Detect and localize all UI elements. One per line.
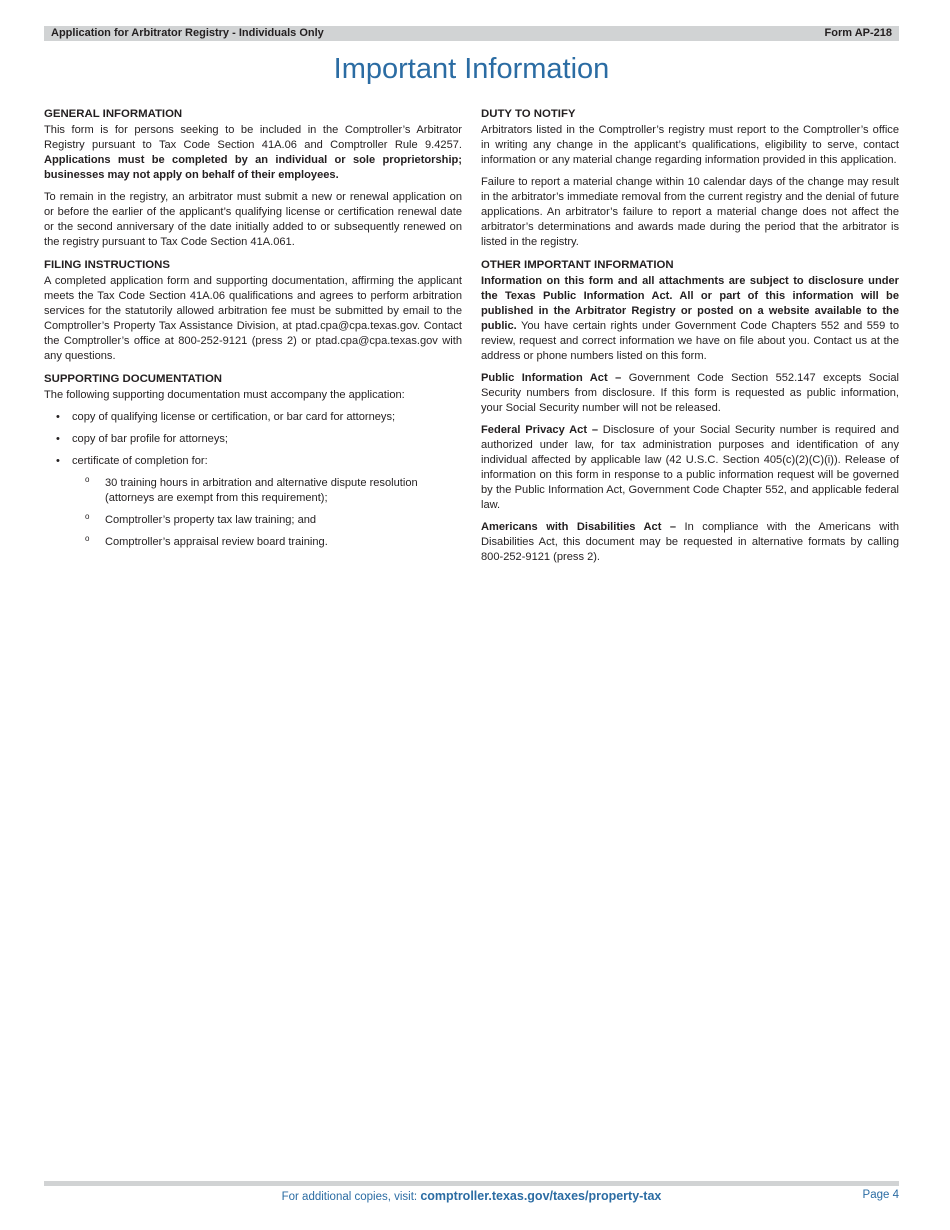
form-header-bar <box>44 26 899 41</box>
supporting-documentation-section <box>44 371 462 550</box>
general-information-paragraph-1 <box>44 123 462 183</box>
right-column <box>481 106 899 572</box>
footer-bar <box>44 1181 899 1186</box>
disclosure-text: You have certain rights under Government Code Chapters 552 and 559 to review, request and correct information we have on file about you. Contact us at the address or phone numbers listed on this form. <box>481 320 899 362</box>
public-information-act-label: Public Information Act – <box>481 372 622 384</box>
page-number: Page 4 <box>862 1189 899 1201</box>
duty-to-notify-section <box>481 106 899 250</box>
federal-privacy-act-paragraph <box>481 423 899 513</box>
other-information-section <box>481 257 899 565</box>
disclosure-bold-text: Information on this form and all attachments are subject to disclosure under the Texas Public Information Act. All or part of this information will be published in the Arbitrator Registry or posted on a website available to the public. <box>481 275 899 332</box>
footer <box>0 1188 943 1205</box>
list-item: • copy of bar profile for attorneys; <box>44 432 462 447</box>
sublist-item: o Comptroller’s property tax law training; and <box>72 513 462 528</box>
left-column <box>44 106 462 557</box>
general-information-heading: GENERAL INFORMATION <box>44 108 183 120</box>
general-information-text: This form is for persons seeking to be included in the Comptroller’s Arbitrator Registry pursuant to Tax Code Section 41A.06 and Comptroller Rule 9.4257. <box>44 124 462 151</box>
footer-prefix: For additional copies, visit: <box>281 1191 421 1203</box>
list-item <box>44 454 462 550</box>
certificate-sublist <box>72 476 462 550</box>
filing-instructions-heading: FILING INSTRUCTIONS <box>44 259 170 271</box>
supporting-documentation-intro: The following supporting documentation must accompany the application: <box>44 389 405 401</box>
page-title: Important Information <box>333 53 610 85</box>
form-name: Application for Arbitrator Registry - Individuals Only <box>51 27 324 39</box>
public-information-act-text: Government Code Section 552.147 excepts Social Security numbers from disclosure. If this form is requested as public information, your Social Security number will not be released. <box>481 372 899 414</box>
sublist-item: o Comptroller’s appraisal review board training. <box>72 535 462 550</box>
filing-instructions-paragraph: A completed application form and supporting documentation, affirming the applicant meets the Tax Code Section 41A.06 qualifications and agrees to perform arbitration services for the statutorily allowed arbitration fee must be submitted by email to the Comptroller’s Property Tax Assistance Division, at ptad.cpa@cpa.texas.gov. Contact the Comptroller’s office at 800-252-9121 (press 2) or ptad.cpa@cpa.texas.gov with any questions. <box>44 275 462 362</box>
list-item-label: certificate of completion for: <box>72 455 208 467</box>
other-information-heading: OTHER IMPORTANT INFORMATION <box>481 259 674 271</box>
public-information-act-paragraph <box>481 371 899 416</box>
ada-text: In compliance with the Americans with Disabilities Act, this document may be requested in alternative formats by calling 800-252-9121 (press 2). <box>481 521 899 563</box>
filing-instructions-section <box>44 257 462 364</box>
general-information-bold-text: Applications must be completed by an individual or sole proprietorship; businesses may not apply on behalf of their employees. <box>44 154 462 181</box>
supporting-documentation-list <box>44 410 462 550</box>
general-information-paragraph-2: To remain in the registry, an arbitrator must submit a new or renewal application on or before the earlier of the applicant’s qualifying license or certification renewal date or the second anniversary of the date initially added to or subsequently renewed on the registry pursuant to Tax Code Section 41A.061. <box>44 191 462 248</box>
supporting-documentation-heading: SUPPORTING DOCUMENTATION <box>44 373 223 385</box>
duty-to-notify-heading: DUTY TO NOTIFY <box>481 108 576 120</box>
duty-to-notify-paragraph-1: Arbitrators listed in the Comptroller’s registry must report to the Comptroller’s office in writing any change in the applicant’s qualifications, eligibility to serve, contact information or any material change regarding information provided in this application. <box>481 124 899 166</box>
federal-privacy-act-label: Federal Privacy Act – <box>481 424 598 436</box>
sublist-item: o 30 training hours in arbitration and alternative dispute resolution (attorneys are exempt from this requirement); <box>72 476 462 506</box>
disclosure-paragraph <box>481 274 899 364</box>
general-information-section <box>44 106 462 250</box>
list-item: • copy of qualifying license or certification, or bar card for attorneys; <box>44 410 462 425</box>
duty-to-notify-paragraph-2: Failure to report a material change within 10 calendar days of the change may result in the arbitrator’s immediate removal from the current registry and the denial of future applications. An arbitrator’s failure to report a material change does not affect the arbitrator’s determinations and awards made during the period that the arbitrator is listed in the registry. <box>481 176 899 248</box>
footer-url-link[interactable]: comptroller.texas.gov/taxes/property-tax <box>420 1189 662 1203</box>
form-number: Form AP-218 <box>824 27 892 39</box>
ada-label: Americans with Disabilities Act – <box>481 521 677 533</box>
federal-privacy-act-text: Disclosure of your Social Security number is required and authorized under law, for tax administration purposes and identification of any individual affected by applicable law (42 U.S.C. Section 405(c)(2)(C)(i)). Release of information on this form in response to a public information request will be governed by the Public Information Act, Government Code Chapter 552, and applicable federal law. <box>481 424 899 511</box>
ada-paragraph <box>481 520 899 565</box>
